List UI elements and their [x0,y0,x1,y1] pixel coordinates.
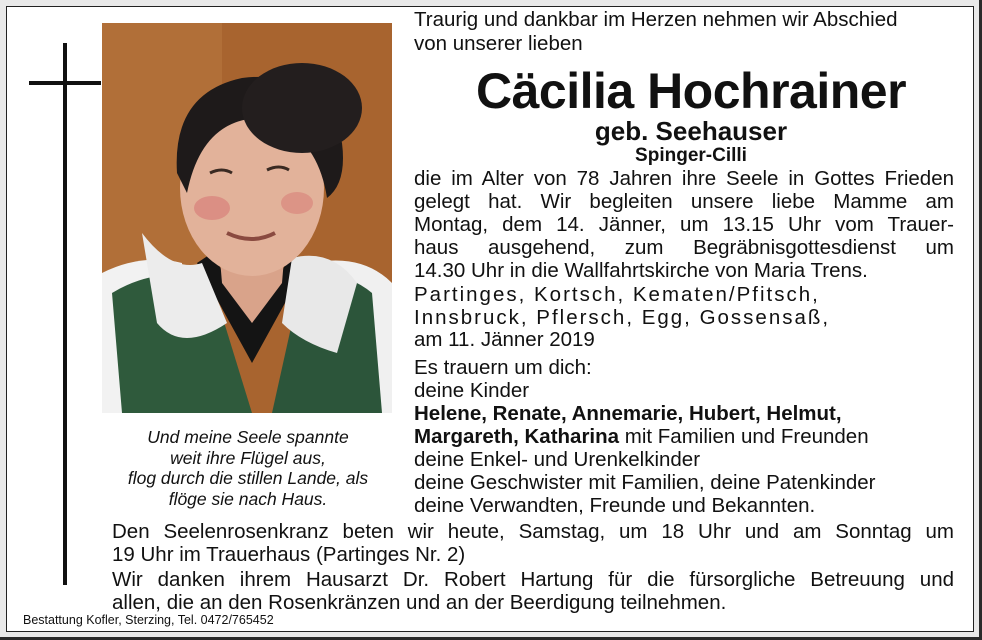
date-line: am 11. Jänner 2019 [414,328,595,351]
poem-line: Und meine Seele spannte [147,427,349,447]
body-line: 14.30 Uhr in die Wallfahrtskirche von Maria Trens. [414,259,868,282]
rosary-line-2: 19 Uhr im Trauerhaus (Partinges Nr. 2) [112,543,466,566]
intro-line-2: von unserer lieben [414,32,583,55]
rosary-line-1: Den Seelenrosenkranz beten wir heute, Samstag, um 18 Uhr und am Sonntag um [112,520,954,543]
places-line-2: Innsbruck, Pflersch, Egg, Gossensaß, [414,306,831,329]
children-names-2: Margareth, Katharina [414,425,620,448]
birth-name: geb. Seehauser [594,116,788,146]
body-line: die im Alter von 78 Jahren ihre Seele in Gottes Frieden [414,167,954,190]
thanks-line-2: allen, die an den Rosenkränzen und an der Beerdigung teilnehmen. [112,591,727,614]
portrait-photo [102,23,392,413]
relatives-line: deine Verwandten, Freunde und Bekannten. [414,494,816,517]
children-suffix: mit Familien und Freunden [619,425,869,448]
poem-line: weit ihre Flügel aus, [170,447,326,468]
deceased-name: Cäcilia Hochrainer [475,63,907,119]
body-line: gelegt hat. Wir begleiten unsere liebe Mamme am [414,190,954,213]
places-line-1: Partinges, Kortsch, Kematen/Pfitsch, [414,283,820,306]
cross-icon-bar [29,81,101,85]
children-names-line [414,426,869,448]
poem-line: flog durch die stillen Lande, als [127,468,369,488]
cross-icon [63,43,67,585]
mourners-heading: Es trauern um dich: [414,356,592,379]
poem [107,427,389,509]
portrait-illustration [102,23,392,413]
nickname: Spinger-Cilli [635,145,747,166]
obituary-card [6,6,974,632]
thanks-line-1: Wir danken ihrem Hausarzt Dr. Robert Hartung für die fürsorgliche Betreuung und [112,568,954,591]
funeral-home-footer: Bestattung Kofler, Sterzing, Tel. 0472/765452 [23,613,274,627]
children-names-1: Helene, Renate, Annemarie, Hubert, Helmut, [414,402,842,425]
intro-line-1: Traurig und dankbar im Herzen nehmen wir Abschied [414,8,898,31]
grandchildren-line: deine Enkel- und Urenkelkinder [414,448,701,471]
body-line: Montag, dem 14. Jänner, um 13.15 Uhr vom Trauer- [414,213,954,236]
siblings-line: deine Geschwister mit Familien, deine Patenkinder [414,471,876,494]
poem-line: flöge sie nach Haus. [168,488,328,509]
body-line: haus ausgehend, zum Begräbnisgottesdienst um [414,236,954,259]
children-label: deine Kinder [414,379,530,402]
